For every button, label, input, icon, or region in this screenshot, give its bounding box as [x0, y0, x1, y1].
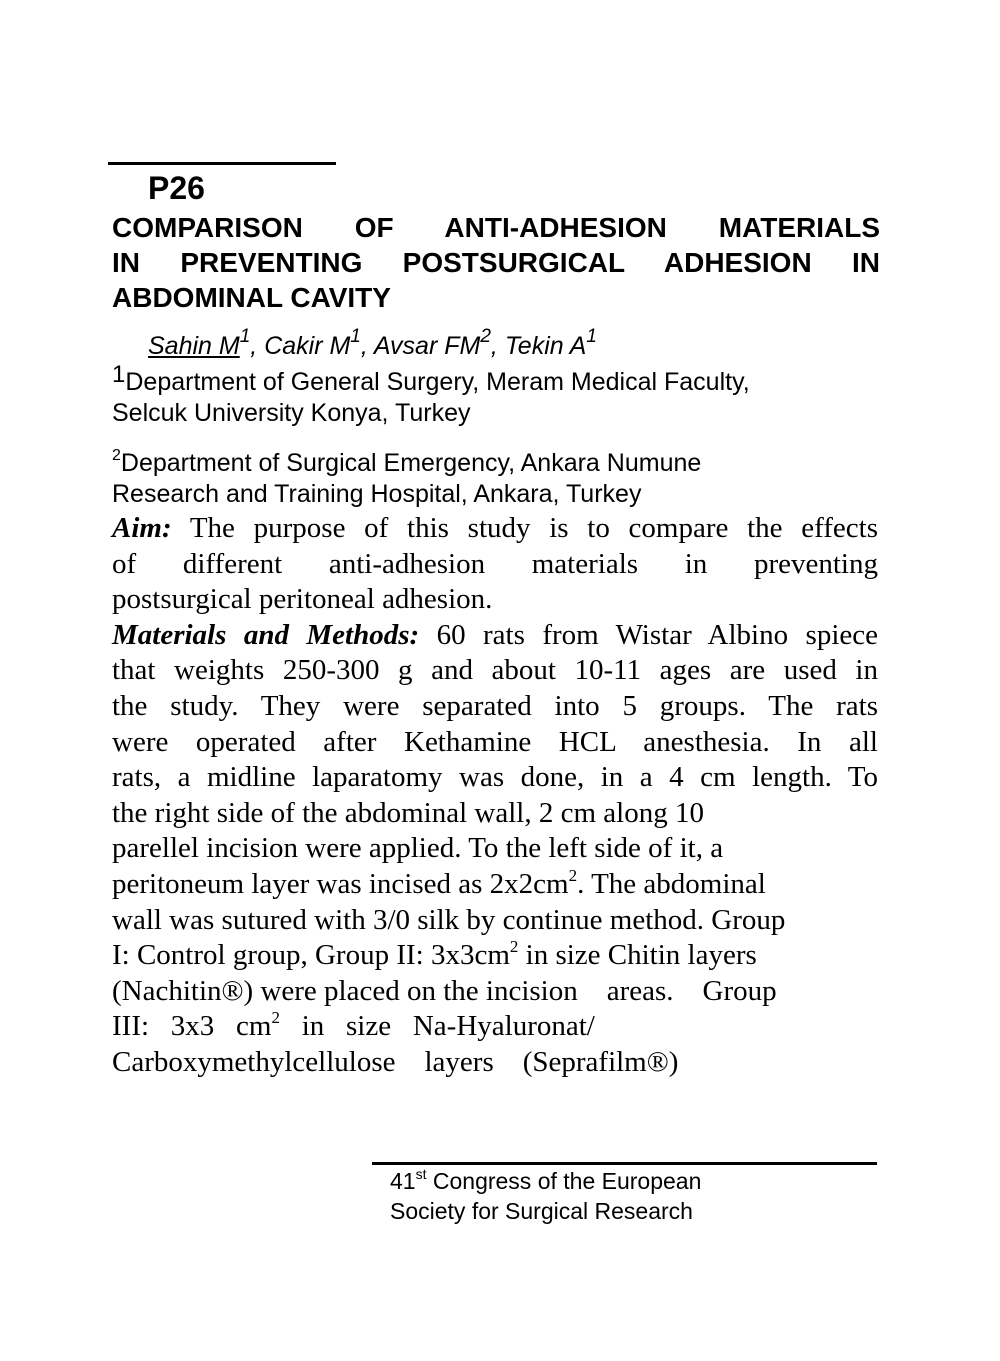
affiliation-1	[112, 361, 750, 429]
top-rule	[108, 162, 336, 165]
aim-line-1: Aim: The purpose of this study is to compare the effects	[112, 512, 878, 544]
methods-line-3: the study. They were separated into 5 groups. The rats	[112, 689, 878, 722]
aim-line-3: postsurgical peritoneal adhesion.	[112, 583, 493, 616]
affiliation-1-line-1: Department of General Surgery, Meram Medical Faculty,	[125, 368, 750, 396]
methods-line-9: wall was sutured with 3/0 silk by continue method. Group	[112, 903, 786, 936]
affiliation-1-number: 1	[112, 361, 126, 388]
title-line-1: COMPARISON OF ANTI-ADHESION MATERIALS	[112, 212, 880, 243]
affiliation-2	[112, 448, 701, 510]
author-3-affiliation: 2	[480, 326, 491, 347]
aim-line-2: of different anti-adhesion materials in preventing	[112, 547, 878, 580]
methods-line-13: Carboxymethylcellulose layers (Seprafilm®)	[112, 1045, 679, 1078]
footer-rule	[372, 1162, 877, 1165]
methods-line-5: rats, a midline laparatomy was done, in a 4 cm length. To	[112, 761, 878, 794]
methods-line-12: III: 3x3 $cm^2$ in size Na-Hyaluronat/	[112, 1008, 595, 1043]
methods-line-8: peritoneum layer was incised as $2x2cm^2$. The abdominal	[112, 865, 766, 900]
aim-label: Aim:	[112, 512, 172, 544]
author-2: , Cakir M	[250, 332, 351, 360]
methods-line-4: were operated after Kethamine HCL anesthesia. In all	[112, 725, 878, 758]
author-list	[148, 327, 597, 365]
affiliation-2-line-1: Department of Surgical Emergency, Ankara Numune	[120, 449, 702, 477]
author-4-affiliation: 1	[586, 326, 597, 347]
footer-ordinal: st	[415, 1166, 427, 1182]
title-line-2: IN PREVENTING POSTSURGICAL ADHESION IN	[112, 247, 880, 278]
presenting-author: Sahin M	[148, 332, 240, 360]
title-line-3: ABDOMINAL CAVITY	[112, 282, 391, 313]
author-3: , Avsar FM	[360, 332, 481, 360]
methods-label: Materials and Methods:	[112, 618, 420, 651]
footer-number: 41	[390, 1168, 416, 1194]
methods-line-7: parellel incision were applied. To the left side of it, a	[112, 832, 724, 865]
abstract-body	[112, 511, 878, 1081]
footer-line-1: Congress of the European	[426, 1168, 702, 1194]
methods-line-1: Materials and Methods: 60 rats from Wistar Albino spiece	[112, 618, 878, 651]
methods-line-11: (Nachitin®) were placed on the incision areas. Group	[112, 974, 777, 1007]
affiliation-2-number: 2	[112, 447, 121, 464]
affiliation-2-line-2: Research and Training Hospital, Ankara, Turkey	[112, 480, 642, 508]
methods-line-2: that weights 250-300 g and about 10-11 ages are used in	[112, 654, 878, 687]
author-1-affiliation: 1	[239, 326, 251, 347]
methods-line-10: I: Control group, Group II: $3x3cm^2$ in size Chitin layers	[112, 937, 757, 972]
footer-congress-name	[390, 1166, 701, 1226]
abstract-code: P26	[148, 170, 205, 206]
author-2-affiliation: 1	[350, 326, 361, 347]
abstract-title	[112, 210, 880, 315]
author-4: , Tekin A	[490, 332, 587, 360]
affiliation-1-line-2: Selcuk University Konya, Turkey	[112, 399, 471, 427]
methods-line-6: the right side of the abdominal wall, 2 cm along 10	[112, 796, 704, 829]
footer-line-2: Society for Surgical Research	[390, 1198, 693, 1224]
